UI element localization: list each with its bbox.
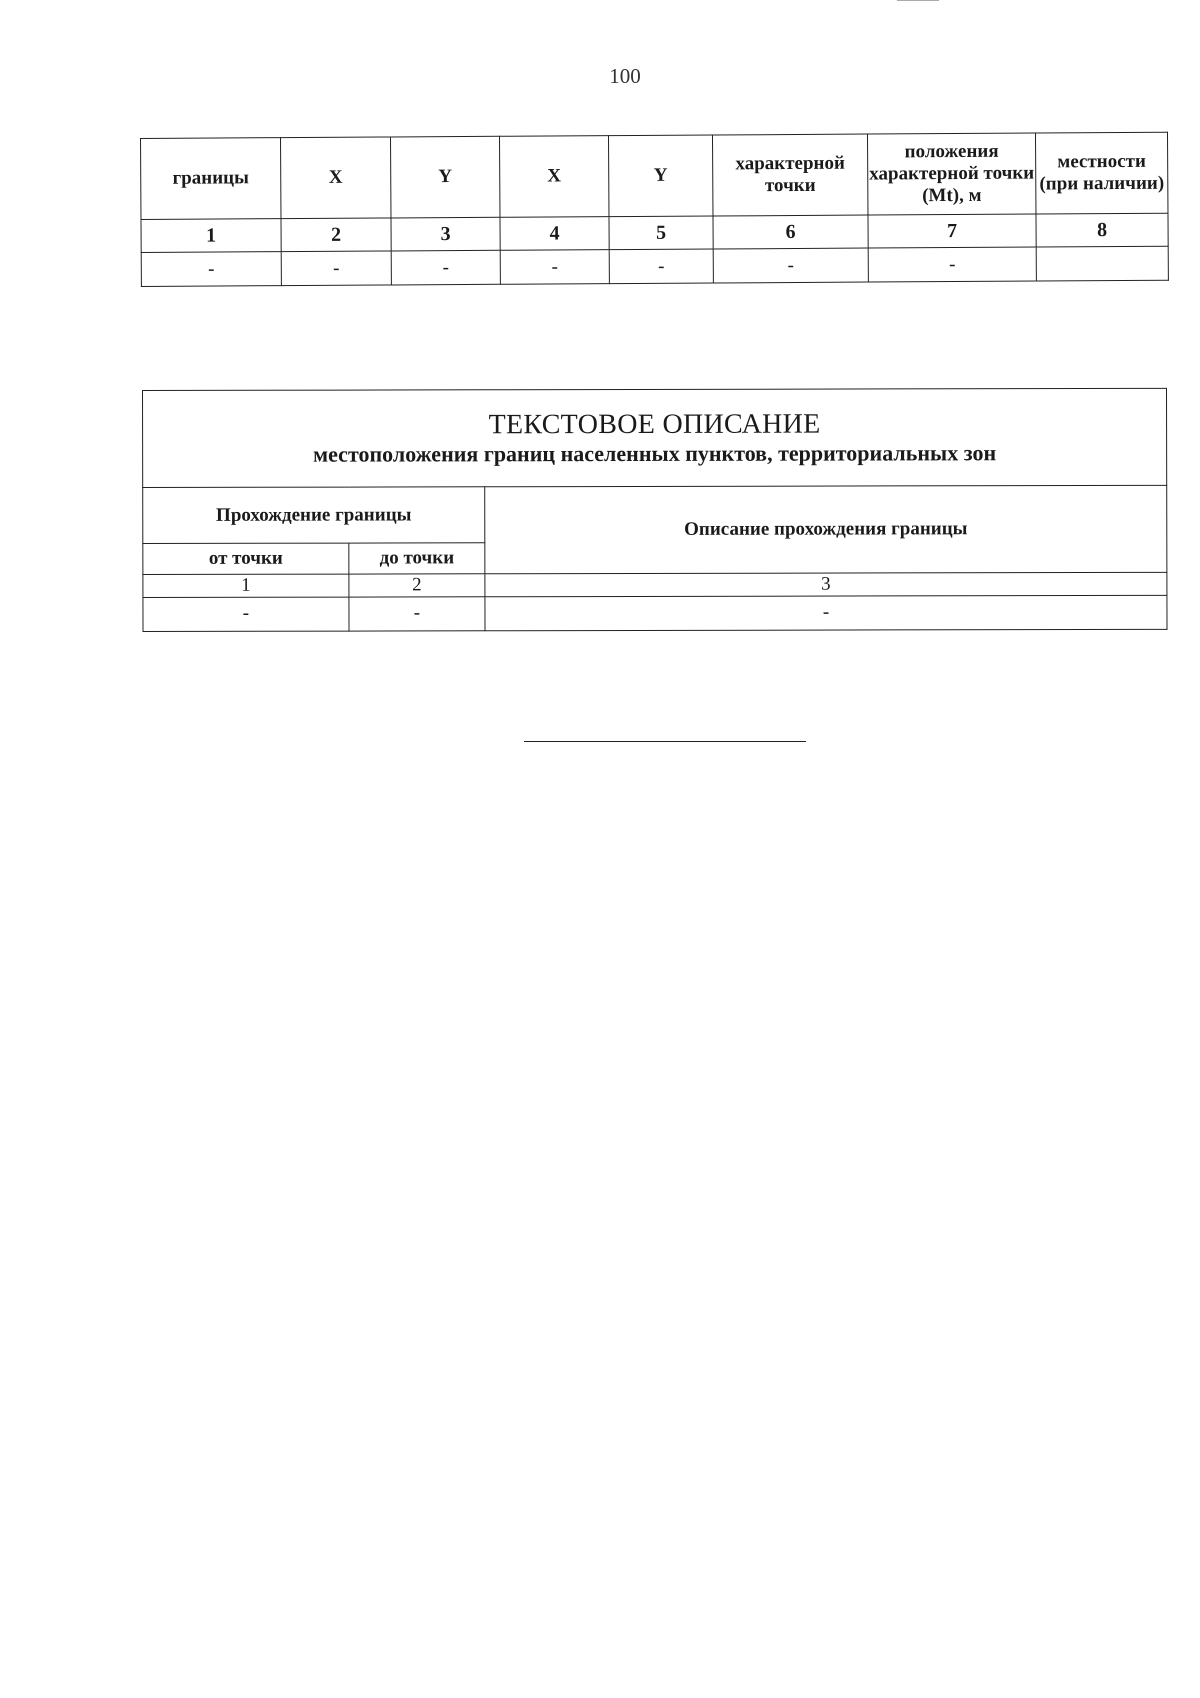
column-number: 4	[500, 217, 609, 251]
column-number-row	[143, 572, 1167, 597]
description-header: Описание прохождения границы	[485, 485, 1167, 573]
scan-artifact-line	[897, 0, 939, 1]
column-number: 1	[143, 574, 349, 597]
column-number: 7	[868, 214, 1036, 248]
table-cell: -	[349, 597, 485, 631]
header-cell: X	[281, 137, 391, 219]
column-number: 5	[609, 216, 713, 250]
table-cell: -	[141, 252, 281, 287]
to-point-header: до точки	[349, 543, 485, 574]
header-cell: положения характерной точки (Mt), м	[867, 133, 1035, 215]
column-number: 3	[391, 217, 500, 251]
table-title-cell	[143, 388, 1167, 487]
end-rule-divider	[524, 741, 806, 742]
table-title: ТЕКСТОВОЕ ОПИСАНИЕ	[488, 408, 821, 441]
table-cell: -	[281, 251, 391, 286]
column-number: 3	[485, 572, 1167, 596]
header-cell: характерной точки	[712, 134, 867, 216]
header-row	[141, 132, 1168, 219]
table-cell: -	[391, 250, 500, 285]
coordinates-table	[140, 132, 1169, 287]
header-cell: Y	[608, 135, 712, 217]
column-number: 2	[281, 218, 391, 252]
header-cell: местности (при наличии)	[1035, 132, 1167, 214]
table-cell: -	[868, 247, 1036, 282]
table-row	[141, 246, 1168, 286]
table-cell	[1036, 246, 1168, 281]
table-cell: -	[713, 248, 868, 283]
table-subtitle: местоположения границ населенных пунктов, территориальных зон	[313, 440, 997, 468]
table-cell: -	[143, 597, 349, 631]
header-row	[143, 485, 1167, 543]
header-cell: границы	[141, 138, 281, 220]
header-cell: X	[499, 136, 608, 218]
column-number: 8	[1036, 213, 1168, 247]
table-cell: -	[500, 250, 609, 285]
table-cell: -	[485, 595, 1167, 630]
text-description-table	[142, 388, 1168, 632]
from-point-header: от точки	[143, 543, 349, 574]
table-cell: -	[609, 249, 713, 284]
column-number: 6	[713, 215, 868, 249]
page-number: 100	[609, 64, 641, 88]
header-cell: Y	[390, 136, 499, 218]
passage-header: Прохождение границы	[143, 487, 485, 544]
column-number: 2	[349, 574, 485, 597]
table-row	[143, 595, 1167, 631]
column-number: 1	[141, 219, 281, 253]
title-row	[143, 388, 1167, 487]
